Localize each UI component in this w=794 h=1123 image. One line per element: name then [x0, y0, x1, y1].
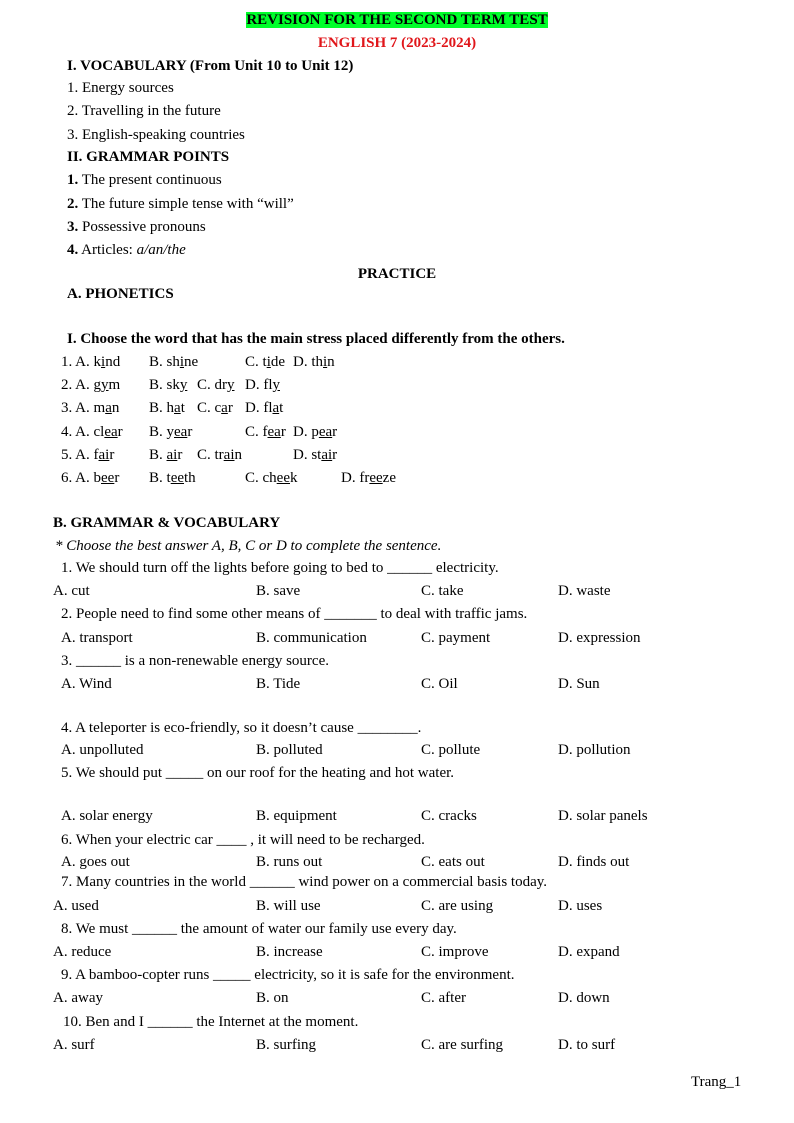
answer-option: D. Sun — [558, 676, 600, 692]
answer-option: D. down — [558, 990, 610, 1006]
answer-option: D. solar panels — [558, 808, 648, 824]
question-text: 4. A teleporter is eco-friendly, so it doesn’t cause ________. — [61, 720, 422, 736]
answer-option: A. reduce — [53, 944, 112, 960]
answer-option: B. save — [256, 583, 301, 599]
grammar-item: 4. Articles: a/an/the — [67, 242, 186, 258]
answer-option: A. solar energy — [61, 808, 153, 824]
phonetics-option: D. thin — [293, 354, 335, 370]
answer-option: B. equipment — [256, 808, 337, 824]
answer-option: A. goes out — [61, 854, 130, 870]
phonetics-option: C. fear — [245, 424, 286, 440]
phonetics-option: D. stair — [293, 447, 338, 463]
answer-option: C. are using — [421, 898, 494, 914]
phonetics-option: C. cheek — [245, 470, 298, 486]
answer-option: A. used — [53, 898, 99, 914]
practice-heading: PRACTICE — [357, 266, 437, 282]
phonetics-option: D. fly — [245, 377, 280, 393]
answer-option: B. communication — [256, 630, 367, 646]
phonetics-option: C. car — [197, 400, 233, 416]
phonetics-option: D. pear — [293, 424, 338, 440]
answer-option: D. expression — [558, 630, 641, 646]
document-title: REVISION FOR THE SECOND TERM TEST — [246, 12, 548, 28]
answer-option: C. cracks — [421, 808, 477, 824]
phonetics-option: 3. A. man — [61, 400, 120, 416]
answer-option: D. uses — [558, 898, 603, 914]
answer-option: A. unpolluted — [61, 742, 144, 758]
grammar-vocab-instruction: * Choose the best answer A, B, C or D to complete the sentence. — [55, 538, 442, 554]
answer-option: B. runs out — [256, 854, 323, 870]
phonetics-option: B. hat — [149, 400, 185, 416]
answer-option: B. polluted — [256, 742, 323, 758]
grammar-heading: II. GRAMMAR POINTS — [67, 149, 230, 165]
answer-option: D. to surf — [558, 1037, 616, 1053]
answer-option: A. away — [53, 990, 103, 1006]
phonetics-option: C. train — [197, 447, 242, 463]
page-number: Trang_1 — [691, 1074, 742, 1090]
answer-option: C. Oil — [421, 676, 458, 692]
phonetics-option: B. shine — [149, 354, 199, 370]
phonetics-option: B. sky — [149, 377, 188, 393]
question-text: 3. ______ is a non-renewable energy source. — [61, 653, 329, 669]
vocabulary-heading: I. VOCABULARY (From Unit 10 to Unit 12) — [67, 58, 354, 74]
answer-option: D. waste — [558, 583, 611, 599]
answer-option: C. pollute — [421, 742, 481, 758]
question-text: 8. We must ______ the amount of water our family use every day. — [61, 921, 457, 937]
phonetics-option: 2. A. gym — [61, 377, 121, 393]
vocabulary-item: 2. Travelling in the future — [67, 103, 221, 119]
answer-option: D. pollution — [558, 742, 631, 758]
phonetics-option: D. freeze — [341, 470, 396, 486]
vocabulary-item: 3. English-speaking countries — [67, 127, 245, 143]
phonetics-option: B. teeth — [149, 470, 196, 486]
answer-option: B. increase — [256, 944, 323, 960]
question-text: 6. When your electric car ____ , it will need to be recharged. — [61, 832, 425, 848]
document-subtitle: ENGLISH 7 (2023-2024) — [317, 35, 477, 51]
answer-option: A. surf — [53, 1037, 95, 1053]
phonetics-option: D. flat — [245, 400, 284, 416]
question-text: 10. Ben and I ______ the Internet at the moment. — [63, 1014, 359, 1030]
phonetics-option: B. air — [149, 447, 183, 463]
question-text: 9. A bamboo-copter runs _____ electricity, so it is safe for the environment. — [61, 967, 515, 983]
grammar-item: 1. The present continuous — [67, 172, 222, 188]
answer-option: C. eats out — [421, 854, 485, 870]
question-text: 1. We should turn off the lights before going to bed to ______ electricity. — [61, 560, 499, 576]
question-text: 5. We should put _____ on our roof for the heating and hot water. — [61, 765, 455, 781]
answer-option: C. are surfing — [421, 1037, 504, 1053]
phonetics-option: 4. A. clear — [61, 424, 123, 440]
phonetics-instruction: I. Choose the word that has the main stress placed differently from the others. — [67, 331, 565, 347]
grammar-vocab-heading: B. GRAMMAR & VOCABULARY — [53, 515, 281, 531]
answer-option: D. expand — [558, 944, 620, 960]
answer-option: B. Tide — [256, 676, 301, 692]
answer-option: A. Wind — [61, 676, 112, 692]
grammar-item: 2. The future simple tense with “will” — [67, 196, 294, 212]
grammar-item: 3. Possessive pronouns — [67, 219, 206, 235]
answer-option: B. will use — [256, 898, 321, 914]
answer-option: A. transport — [61, 630, 133, 646]
answer-option: C. after — [421, 990, 466, 1006]
question-text: 7. Many countries in the world ______ wind power on a commercial basis today. — [61, 874, 548, 890]
phonetics-option: 5. A. fair — [61, 447, 115, 463]
answer-option: D. finds out — [558, 854, 630, 870]
phonetics-option: C. dry — [197, 377, 235, 393]
answer-option: C. payment — [421, 630, 491, 646]
vocabulary-item: 1. Energy sources — [67, 80, 174, 96]
answer-option: B. on — [256, 990, 289, 1006]
phonetics-option: C. tide — [245, 354, 286, 370]
answer-option: C. improve — [421, 944, 489, 960]
answer-option: A. cut — [53, 583, 90, 599]
answer-option: B. surfing — [256, 1037, 316, 1053]
phonetics-option: B. year — [149, 424, 193, 440]
answer-option: C. take — [421, 583, 464, 599]
phonetics-option: 6. A. beer — [61, 470, 120, 486]
phonetics-heading: A. PHONETICS — [67, 286, 174, 302]
phonetics-option: 1. A. kind — [61, 354, 121, 370]
question-text: 2. People need to find some other means of _______ to deal with traffic jams. — [61, 606, 528, 622]
